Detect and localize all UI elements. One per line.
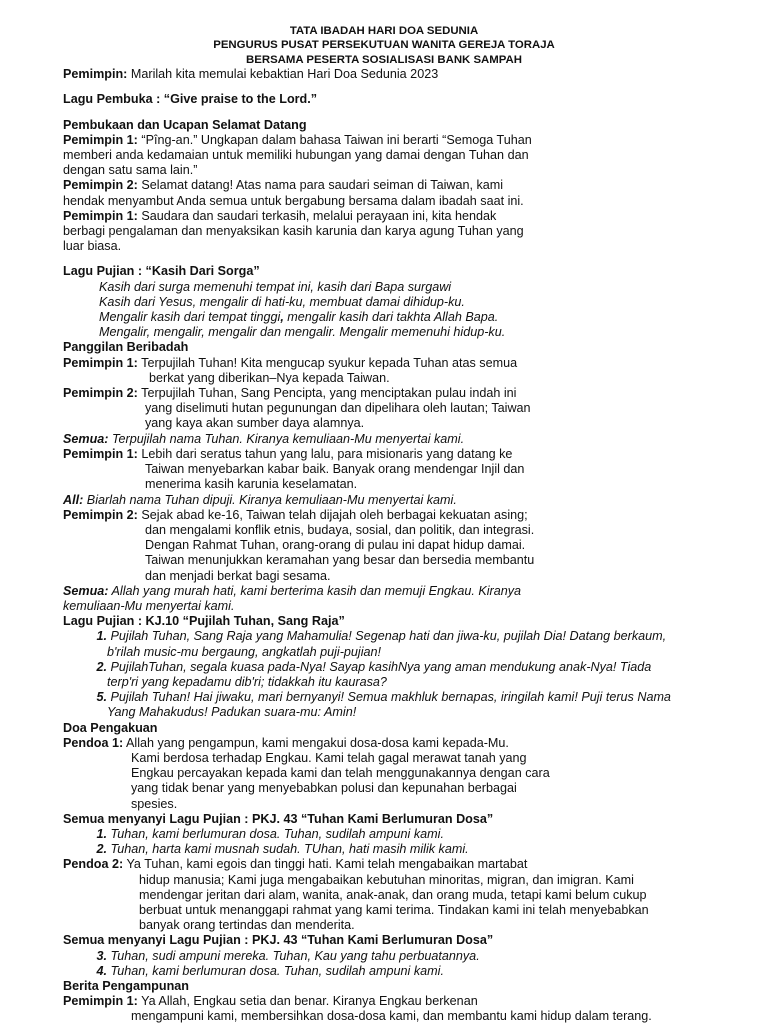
- liturgy-line: Pemimpin 2: Sejak abad ke-16, Taiwan telah dijajah oleh berbagai kekuatan asing;: [63, 507, 528, 522]
- document-header: [0, 24, 768, 67]
- liturgy-line: dan menjadi berkat bagi sesama.: [145, 568, 331, 583]
- song-lyric-line: Kasih dari surga memenuhi tempat ini, kasih dari Bapa surgawi: [99, 279, 452, 294]
- song-lyric-line: Mengalir kasih dari tempat tinggi, mengalir kasih dari takhta Allah Bapa.: [99, 310, 499, 325]
- song-verse-continuation: b'rilah music-mu bergaung, angkatlah puji-pujian!: [107, 644, 382, 659]
- welcome-line: dengan satu sama lain.”: [63, 163, 198, 178]
- speaker-label: Pemimpin 2:: [63, 507, 138, 522]
- absolution-title: Berita Pengampunan: [63, 979, 189, 993]
- song-verse: 1. Pujilah Tuhan, Sang Raja yang Mahamulia! Segenap hati dan jiwa-ku, pujilah Dia! Datang berkaum,: [63, 629, 723, 644]
- speaker-label: Pendoa 1:: [63, 735, 124, 750]
- liturgy-line: Semua: Allah yang murah hati, kami berterima kasih dan memuji Engkau. Kiranya: [63, 583, 522, 598]
- prayer-line: spesies.: [131, 796, 178, 811]
- welcome-line: hendak menyambut Anda semua untuk bergabung bersama dalam ibadah saat ini.: [63, 193, 524, 208]
- liturgy-line: Pemimpin 2: Terpujilah Tuhan, Sang Pencipta, yang menciptakan pulau indah ini: [63, 386, 517, 401]
- speaker-label: Semua:: [63, 431, 109, 446]
- header-participants: BERSAMA PESERTA SOSIALISASI BANK SAMPAH: [246, 53, 522, 66]
- song-verse: 2. PujilahTuhan, segala kuasa pada-Nya! Sayap kasihNya yang aman mendukung anak-Nya! Tiada: [63, 660, 723, 675]
- kj10-song-title: Lagu Pujian : KJ.10 “Pujilah Tuhan, Sang Raja”: [63, 614, 345, 629]
- liturgy-line: Dengan Rahmat Tuhan, orang-orang di pulau ini dapat hidup damai.: [145, 538, 526, 553]
- prayer-line: Engkau percayakan kepada kami dan telah menggunakannya dengan cara: [131, 766, 550, 781]
- welcome-line: Pemimpin 2: Selamat datang! Atas nama para saudari seiman di Taiwan, kami: [63, 178, 504, 193]
- confession-title: Doa Pengakuan: [63, 720, 158, 735]
- opening-text: Marilah kita memulai kebaktian Hari Doa Sedunia 2023: [127, 67, 439, 82]
- prayer-line: banyak orang tertindas dan menderita.: [139, 918, 355, 933]
- speaker-label: Pemimpin 1:: [63, 994, 138, 1009]
- absolution-line: mengampuni kami, membersihkan dosa-dosa kami, dan membantu kami hidup dalam terang.: [131, 1009, 652, 1024]
- absolution-line: Pemimpin 1: Ya Allah, Engkau setia dan benar. Kiranya Engkau berkenan: [63, 994, 478, 1009]
- liturgy-line: Pemimpin 1: Terpujilah Tuhan! Kita mengucap syukur kepada Tuhan atas semua: [63, 355, 518, 370]
- speaker-label: Pemimpin 1:: [63, 132, 138, 147]
- speaker-label: Pemimpin 1:: [63, 446, 138, 461]
- song-verse: 4. Tuhan, kami berlumuran dosa. Tuhan, sudilah ampuni kami.: [63, 964, 723, 979]
- opening-line: [63, 67, 723, 82]
- welcome-section-title: Pembukaan dan Ucapan Selamat Datang: [63, 117, 307, 132]
- liturgy-line: dan mengalami konflik etnis, budaya, sosial, dan politik, dan integrasi.: [145, 522, 535, 537]
- welcome-line: luar biasa.: [63, 239, 122, 254]
- song-verse-continuation: Yang Mahakudus! Padukan suara-mu: Amin!: [107, 705, 357, 720]
- liturgy-line: kemuliaan-Mu menyertai kami.: [63, 598, 235, 613]
- verse-number: 2.: [96, 842, 107, 857]
- welcome-line: berbagi pengalaman dan menyaksikan kasih karunia dan karya agung Tuhan yang: [63, 224, 524, 239]
- prayer-line: Pendoa 2: Ya Tuhan, kami egois dan tinggi hati. Kami telah mengabaikan martabat: [63, 857, 528, 872]
- song-lyric-line: Kasih dari Yesus, mengalir di hati-ku, membuat damai dihidup-ku.: [99, 294, 465, 309]
- speaker-label: Semua:: [63, 583, 109, 598]
- pkj43-song-title: Semua menyanyi Lagu Pujian : PKJ. 43 “Tuhan Kami Berlumuran Dosa”: [63, 933, 494, 948]
- liturgy-line: yang kaya akan sumber daya alamnya.: [145, 416, 365, 431]
- header-organizer: PENGURUS PUSAT PERSEKUTUAN WANITA GEREJA TORAJA: [213, 39, 555, 52]
- call-to-worship-title: Panggilan Beribadah: [63, 340, 189, 355]
- document-body: [63, 67, 723, 1024]
- verse-number: 1.: [96, 629, 107, 644]
- prayer-line: mendengar jeritan dari alam, wanita, anak-anak, dan orang muda, tetapi kami belum cukup: [139, 887, 647, 902]
- welcome-line: Pemimpin 1: Saudara dan saudari terkasih, melalui perayaan ini, kita hendak: [63, 208, 497, 223]
- praise-song-title: Lagu Pujian : “Kasih Dari Sorga”: [63, 264, 260, 279]
- pkj43-song-title: Semua menyanyi Lagu Pujian : PKJ. 43 “Tuhan Kami Berlumuran Dosa”: [63, 811, 494, 826]
- opening-song-title: Lagu Pembuka : “Give praise to the Lord.”: [63, 92, 318, 107]
- verse-number: 3.: [96, 948, 107, 963]
- liturgy-line: All: Biarlah nama Tuhan dipuji. Kiranya kemuliaan-Mu menyertai kami.: [63, 492, 457, 507]
- speaker-label: Pendoa 2:: [63, 857, 124, 872]
- prayer-line: hidup manusia; Kami juga mengabaikan kebutuhan minoritas, migran, dan imigran. Kami: [139, 872, 634, 887]
- liturgy-line: Semua: Terpujilah nama Tuhan. Kiranya kemuliaan-Mu menyertai kami.: [63, 431, 465, 446]
- song-verse: 2. Tuhan, harta kami musnah sudah. TUhan, hati masih milik kami.: [63, 842, 723, 857]
- song-verse: 5. Pujilah Tuhan! Hai jiwaku, mari bernyanyi! Semua makhluk bernapas, iringilah kami! Puji terus Nama: [63, 690, 723, 705]
- prayer-line: Kami berdosa terhadap Engkau. Kami telah gagal merawat tanah yang: [131, 750, 527, 765]
- liturgy-line: berkat yang diberikan–Nya kepada Taiwan.: [149, 370, 390, 385]
- verse-number: 4.: [96, 963, 107, 978]
- welcome-line: Pemimpin 1: “Pîng-an.” Ungkapan dalam bahasa Taiwan ini berarti “Semoga Tuhan: [63, 132, 532, 147]
- verse-number: 1.: [96, 826, 107, 841]
- speaker-label: Pemimpin 2:: [63, 386, 138, 401]
- speaker-label: Pemimpin:: [63, 67, 128, 82]
- verse-number: 2.: [96, 659, 107, 674]
- liturgy-line: menerima kasih karunia keselamatan.: [145, 477, 358, 492]
- prayer-line: yang tidak benar yang menyebabkan polusi dan kepunahan berbagai: [131, 781, 517, 796]
- song-verse: 1. Tuhan, kami berlumuran dosa. Tuhan, sudilah ampuni kami.: [63, 827, 723, 842]
- prayer-line: Pendoa 1: Allah yang pengampun, kami mengakui dosa-dosa kami kepada-Mu.: [63, 735, 509, 750]
- welcome-line: memberi anda kedamaian untuk memiliki hubungan yang damai dengan Tuhan dan: [63, 148, 529, 163]
- speaker-label: Pemimpin 2:: [63, 178, 138, 193]
- prayer-line: berbuat untuk menanggapi rahmat yang kami terima. Tindakan kami ini telah menyebabkan: [139, 902, 649, 917]
- song-verse: 3. Tuhan, sudi ampuni mereka. Tuhan, Kau yang tahu perbuatannya.: [63, 949, 723, 964]
- liturgy-line: Pemimpin 1: Lebih dari seratus tahun yang lalu, para misionaris yang datang ke: [63, 446, 513, 461]
- liturgy-line: Taiwan menyebarkan kabar baik. Banyak orang mendengar Injil dan: [145, 462, 525, 477]
- song-lyric-line: Mengalir, mengalir, mengalir dan mengalir. Mengalir memenuhi hidup-ku.: [99, 325, 506, 340]
- speaker-label: Pemimpin 1:: [63, 355, 138, 370]
- speaker-label: Pemimpin 1:: [63, 208, 138, 223]
- song-verse-continuation: terp'ri yang kepadamu dib'ri; tidakkah itu kaurasa?: [107, 674, 387, 689]
- liturgy-line: Taiwan menunjukkan keramahan yang besar dan bersedia membantu: [145, 553, 535, 568]
- speaker-label: All:: [63, 492, 84, 507]
- verse-number: 5.: [96, 690, 107, 705]
- header-title: TATA IBADAH HARI DOA SEDUNIA: [289, 25, 479, 37]
- liturgy-line: yang diselimuti hutan pegunungan dan dipelihara oleh lautan; Taiwan: [145, 401, 531, 416]
